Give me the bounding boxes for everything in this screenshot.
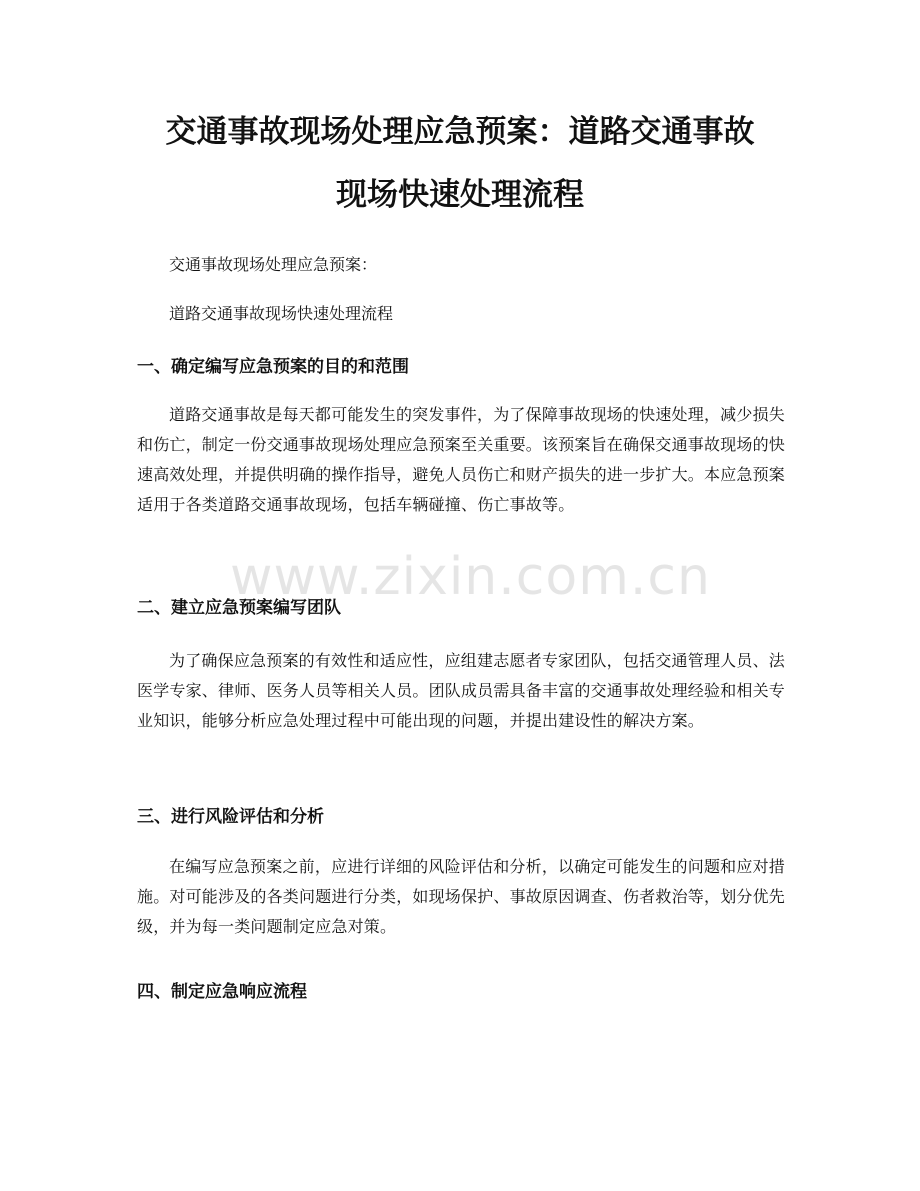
subtitle-line2: 道路交通事故现场快速处理流程 [169,304,394,323]
document-title-line2: 现场快速处理流程 [336,177,584,213]
section-heading-4: 四、制定应急响应流程 [137,982,307,1002]
section-heading-1: 一、确定编写应急预案的目的和范围 [137,357,409,377]
watermark: www.zixin.com.cn [230,547,711,607]
section-body-3: 在编写应急预案之前，应进行详细的风险评估和分析，以确定可能发生的问题和应对措施。对可能涉及的各类问题进行分类，如现场保护、事故原因调查、伤者救治等，划分优先级，并为每一类问题制定应急对策。 [137,857,786,936]
document-title-line1: 交通事故现场处理应急预案：道路交通事故 [165,114,755,150]
section-body-1: 道路交通事故是每天都可能发生的突发事件，为了保障事故现场的快速处理，减少损失和伤亡，制定一份交通事故现场处理应急预案至关重要。该预案旨在确保交通事故现场的快速高效处理，并提供明确的操作指导，避免人员伤亡和财产损失的进一步扩大。本应急预案适用于各类道路交通事故现场，包括车辆碰撞、伤亡事故等。 [137,405,786,514]
subtitle-line1: 交通事故现场处理应急预案： [169,255,378,274]
section-heading-2: 二、建立应急预案编写团队 [137,598,341,618]
section-body-2: 为了确保应急预案的有效性和适应性，应组建志愿者专家团队，包括交通管理人员、法医学专家、律师、医务人员等相关人员。团队成员需具备丰富的交通事故处理经验和相关专业知识，能够分析应急处理过程中可能出现的问题，并提出建设性的解决方案。 [137,651,786,730]
section-heading-3: 三、进行风险评估和分析 [137,807,324,827]
